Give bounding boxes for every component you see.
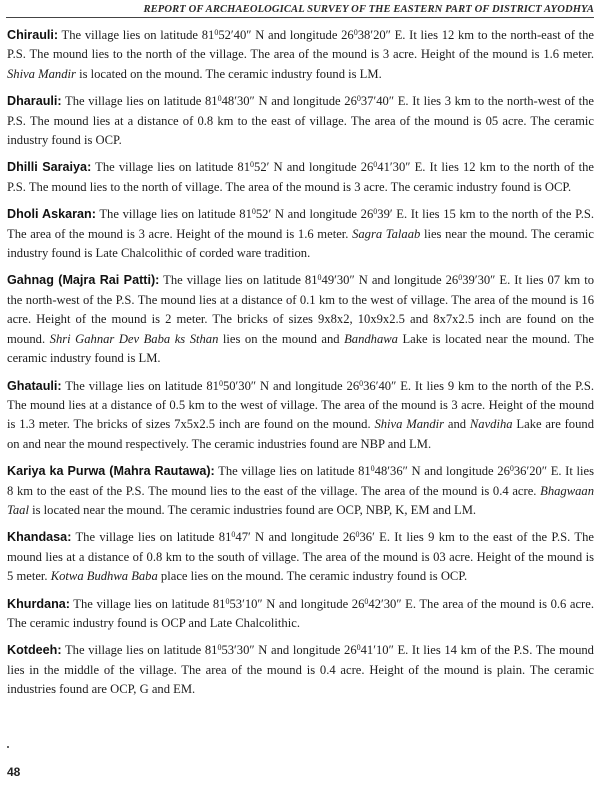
entry-dhilli-saraiya (7, 158, 594, 197)
entry-text: 52′40″ N and longitude 26 (218, 28, 354, 42)
degree-mark: 0 (217, 643, 222, 653)
entry-text: lies near the mound. The ceramic industry found is Late Chalcolithic of corded ware tradition. (7, 226, 594, 261)
entry-text: 49′30″ N and longitude 26 (321, 273, 459, 288)
degree-mark: 0 (355, 530, 360, 540)
degree-mark: 0 (356, 94, 361, 104)
entry-kotdeeh (7, 641, 594, 699)
entry-text: 41′10″ E. It lies 14 km of the P.S. The mound lies in the middle of the village. The area of the mound is 0.4 acre. Height of the mound is plain. The ceramic industries found are OCP, G and EM. (7, 643, 594, 697)
entry-dharauli (7, 92, 594, 150)
entry-text: 39′ E. It lies 15 km to the north of the P.S. The area of the mound is 3 acre. Height of the mound is 1.6 meter. (7, 207, 594, 241)
degree-mark: 0 (509, 464, 514, 474)
entry-text: 53′10″ N and longitude 26 (229, 596, 365, 611)
entry-text: 48′30″ N and longitude 26 (221, 94, 357, 109)
entry-text: The village lies on latitude 81 (91, 160, 251, 175)
entry-text: The village lies on latitude 81 (71, 530, 232, 545)
entry-text: 52′ N and longitude 26 (255, 207, 374, 222)
entry-text: The village lies on latitude 81 (61, 643, 218, 658)
degree-mark: 0 (217, 94, 222, 104)
entry-text: 50′30″ N and longitude 26 (222, 378, 360, 393)
stray-mark (7, 746, 9, 748)
entry-kariya-ka-purwa (7, 462, 594, 520)
site-name: Bandhawa (344, 331, 398, 346)
entry-text: The village lies on latitude 81 (159, 273, 318, 288)
entry-text: is located near the mound. The ceramic industries found are OCP, NBP, K, EM and LM. (28, 502, 477, 517)
degree-mark: 0 (364, 596, 369, 606)
site-name: Shri Gahnar Dev Baba ks Sthan (49, 331, 219, 346)
entry-text: 38′20″ E. It lies 12 km to the north-east of the P.S. The mound lies to the north of the village. The area of the mound is 3 acre. Height of the mound is 1.6 meter. (7, 28, 594, 62)
degree-mark: 0 (317, 273, 322, 283)
entry-text: 47′ N and longitude 26 (235, 530, 356, 545)
entry-text: Lake are found on and near the mound respectively. The ceramic industries found are NBP and LM. (7, 417, 594, 451)
entry-khurdana (7, 595, 594, 634)
site-name: Navdiha (469, 417, 513, 432)
site-name: Kotwa Budhwa Baba (50, 569, 158, 584)
degree-mark: 0 (359, 378, 364, 388)
running-header: REPORT OF ARCHAEOLOGICAL SURVEY OF THE EASTERN PART OF DISTRICT AYODHYA (6, 4, 594, 18)
entry-name: Dholi Askaran: (7, 207, 96, 222)
site-name: Bhagwaan Taal (7, 483, 594, 517)
entry-name: Dhilli Saraiya: (7, 160, 92, 175)
site-name: Shiva Mandir (374, 417, 445, 432)
entry-name: Gahnag (Majra Rai Patti): (7, 273, 160, 288)
degree-mark: 0 (353, 28, 358, 37)
entry-name: Khandasa: (7, 530, 72, 545)
degree-mark: 0 (370, 464, 375, 474)
site-name: Sagra Talaab (352, 226, 421, 241)
entry-text: 53′30″ N and longitude 26 (221, 643, 357, 658)
entry-text: 36′ E. It lies 9 km to the east of the P.S. The mound lies at a distance of 0.8 km to the south of village. The area of the mound is 03 acre. Height of the mound is 5 meter. (7, 530, 594, 584)
degree-mark: 0 (231, 530, 236, 540)
document-body (7, 26, 594, 708)
degree-mark: 0 (251, 207, 256, 217)
entry-text: The village lies on latitude 81 (61, 378, 219, 393)
degree-mark: 0 (218, 378, 223, 388)
entry-text: The village lies on latitude 81 (58, 28, 215, 42)
degree-mark: 0 (250, 160, 255, 170)
site-name: Shiva Mandir (7, 66, 76, 81)
degree-mark: 0 (225, 596, 230, 606)
entry-name: Kotdeeh: (7, 643, 62, 658)
entry-text: The village lies on latitude 81 (61, 94, 218, 109)
entry-text: lies on the mound and (218, 331, 345, 346)
entry-gahnag (7, 271, 594, 368)
entry-text: and (444, 417, 470, 432)
entry-text: 42′30″ E. The area of the mound is 0.6 acre. The ceramic industry found is OCP and Late Chalcolithic. (7, 596, 594, 630)
entry-text: The village lies on latitude 81 (95, 207, 252, 222)
page-number: 48 (7, 765, 21, 779)
entry-text: 36′40″ E. It lies 9 km to the north of the P.S. The mound lies at a distance of 0.5 km to the west of village. The area of the mound is 3 acre. Height of the mound is 1.3 meter. The bricks of sizes 7x5x2.5 inch are found on the mound. (7, 378, 594, 432)
entry-name: Chirauli: (7, 28, 59, 42)
degree-mark: 0 (458, 273, 463, 283)
entry-name: Ghatauli: (7, 378, 62, 393)
entry-text: 48′36″ N and longitude 26 (374, 464, 510, 479)
degree-mark: 0 (373, 207, 378, 217)
entry-text: is located on the mound. The ceramic industry found is LM. (75, 66, 382, 81)
entry-name: Dharauli: (7, 94, 62, 109)
entry-text: The village lies on latitude 81 (69, 596, 226, 611)
entry-text: place lies on the mound. The ceramic industry found is OCP. (157, 569, 468, 584)
degree-mark: 0 (356, 643, 361, 653)
degree-mark: 0 (373, 160, 378, 170)
entry-text: The village lies on latitude 81 (214, 464, 371, 479)
entry-chirauli (7, 26, 594, 84)
entry-text: 37′40″ E. It lies 3 km to the north-west of the P.S. The mound lies at a distance of 0.8 km to the east of village. The area of the mound is 05 acre. The ceramic industry found is OCP. (7, 94, 594, 148)
entry-text: 52′ N and longitude 26 (254, 160, 374, 175)
entry-khandasa (7, 528, 594, 586)
entry-text: Lake is located near the mound. The ceramic industry found is LM. (7, 331, 594, 366)
entry-text: 39′30″ E. It lies 07 km to the north-west of the P.S. The mound lies at a distance of 0.1 km to the west of village. The area of the mound is 16 acre. Height of the mound is 2 meter. The bricks of sizes 9x8x2, 10x9x2.5 and 8x7x2.5 inch are found on the mound. (7, 273, 594, 346)
entry-ghatauli (7, 377, 594, 455)
entry-name: Khurdana: (7, 596, 70, 611)
entry-text: 36′20″ E. It lies 8 km to the east of the P.S. The mound lies to the east of the village. The area of the mound is 0.4 acre. (7, 464, 595, 498)
degree-mark: 0 (214, 28, 219, 37)
entry-dholi-askaran (7, 205, 594, 263)
entry-text: 41′30″ E. It lies 12 km to the north of the P.S. The mound lies to the north of village. The area of the mound is 3 acre. The ceramic industry found is OCP. (7, 160, 594, 194)
entry-name: Kariya ka Purwa (Mahra Rautawa): (7, 464, 215, 479)
